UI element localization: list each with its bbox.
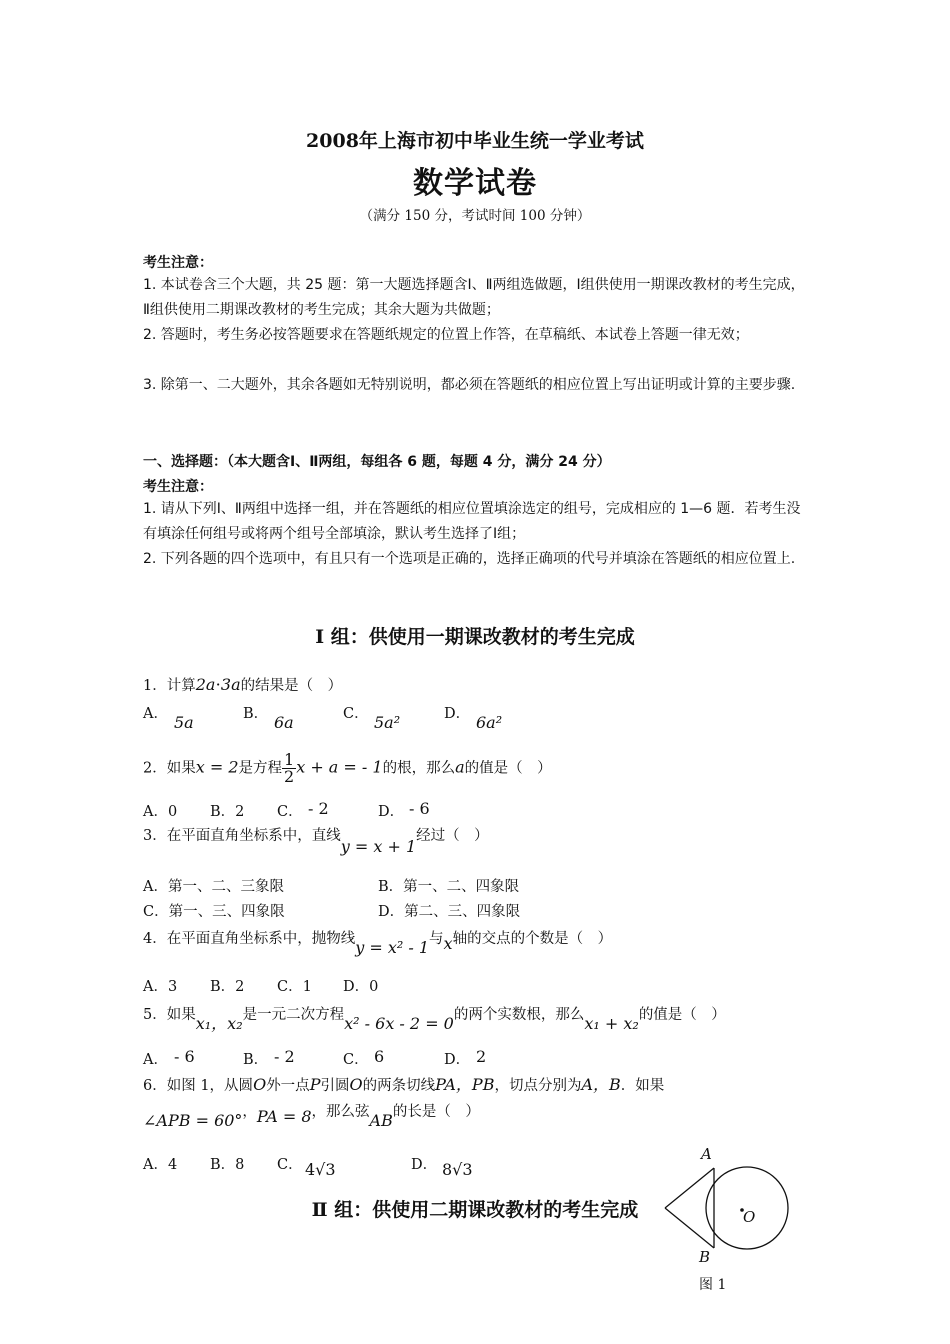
exam-subject: 数学试卷: [413, 166, 537, 201]
q6-text-e: ，切点分别为: [494, 1078, 582, 1094]
question-6-line-1: [143, 1072, 664, 1095]
q2-option-a: A．0: [143, 804, 178, 820]
q5-option-c: C．: [343, 1052, 369, 1068]
group2-heading: Ⅱ 组：供使用二期课改教材的考生完成: [311, 1199, 639, 1221]
exam-note: （满分 150 分，考试时间 100 分钟）: [359, 208, 591, 224]
q3-post: 经过（ ）: [416, 828, 489, 844]
section1-heading: 一、选择题：（本大题含Ⅰ、Ⅱ两组，每组各 6 题，每题 4 分，满分 24 分）: [143, 454, 611, 470]
q5-option-b: B．: [243, 1052, 269, 1068]
q3-pre: 3．在平面直角坐标系中，直线: [143, 828, 341, 844]
question-2: [143, 752, 552, 785]
q6-text-f: ．如果: [620, 1078, 665, 1094]
q4-post: 轴的交点的个数是（ ）: [452, 931, 613, 947]
q6-option-b: B．8: [210, 1157, 245, 1173]
q6-points: A，B: [581, 1075, 621, 1094]
section1-notice-item-2: 2. 下列各题的四个选项中，有且只有一个选项是正确的，选择正确项的代号并填涂在答题纸的相应位置上.: [143, 551, 796, 567]
notice-item-3: 3. 除第一、二大题外，其余各题如无特别说明，都必须在答题纸的相应位置上写出证明或计算的主要步骤.: [143, 377, 796, 393]
notice-heading: 考生注意：: [143, 255, 213, 271]
q1-answer-c: 5a²: [374, 713, 401, 732]
q3-option-a: A．第一、二、三象限: [143, 879, 284, 895]
q6-text-a: 6．如图 1，从圆: [143, 1078, 254, 1094]
q5-option-a: A．: [143, 1052, 168, 1068]
question-5: [143, 1001, 726, 1033]
q6-angle: ∠APB = 60°: [143, 1111, 243, 1130]
figure-label-o: O: [743, 1208, 756, 1226]
q1-pre: 1．计算: [143, 678, 196, 694]
q4-option-d: D．0: [343, 979, 379, 995]
notice-item-1: 1. 本试卷含三个大题，共 25 题：第一大题选择题含Ⅰ、Ⅱ两组选做题，Ⅰ组供使用一期课改教材的考生完成，Ⅱ组供使用二期课改教材的考生完成；其余大题为共做题；: [143, 277, 805, 318]
q2-pre: 2．如果: [143, 760, 196, 777]
q1-answer-a: 5a: [174, 713, 194, 732]
q2-eq-rest: x + a = - 1: [296, 757, 383, 777]
q6-len: PA = 8: [256, 1107, 312, 1126]
q4-option-b: B．2: [210, 979, 245, 995]
q5-option-d: D．: [444, 1052, 471, 1068]
q2-frac-den: 2: [284, 767, 295, 786]
q3-option-d: D．第二、三、四象限: [378, 904, 521, 920]
q4-pre: 4．在平面直角坐标系中，抛物线: [143, 931, 356, 947]
q2-mid1: 是方程: [238, 760, 283, 777]
notice-item-2: 2. 答题时，考生务必按答题要求在答题纸规定的位置上作答，在草稿纸、本试卷上答题一律无效；: [143, 327, 749, 343]
q3-expr: y = x + 1: [340, 837, 417, 856]
q5-pre: 5．如果: [143, 1007, 196, 1023]
q1-answer-d: 6a²: [476, 713, 503, 732]
q5-eq: x² - 6x - 2 = 0: [344, 1014, 454, 1033]
q5-answer-a: - 6: [174, 1047, 195, 1066]
q1-option-c: C．: [343, 706, 369, 722]
q6-text-c: 引圆: [320, 1078, 350, 1094]
q1-option-b: B．: [243, 706, 269, 722]
q2-answer-c: - 2: [308, 799, 329, 818]
q6-text-h: 的长是（ ）: [392, 1104, 480, 1120]
q4-expr: y = x² - 1: [355, 938, 430, 957]
q1-option-d: D．: [444, 706, 471, 722]
q2-x-eq: x = 2: [195, 757, 239, 777]
q6-option-c: C．: [277, 1157, 303, 1173]
q4-var: x: [443, 934, 453, 953]
q5-sum: x₁ + x₂: [584, 1014, 639, 1033]
figure-label-b: B: [699, 1248, 711, 1266]
question-4: [143, 927, 613, 957]
q6-text-d: 的两条切线: [362, 1078, 436, 1094]
q5-roots: x₁，x₂: [195, 1014, 243, 1033]
q2-mid2: 的根，那么: [382, 760, 456, 777]
section1-notice-heading: 考生注意：: [143, 479, 213, 495]
q5-post: 的值是（ ）: [638, 1007, 726, 1023]
q1-post: 的结果是（ ）: [240, 678, 343, 694]
q6-answer-c: 4√3: [305, 1160, 336, 1179]
q2-option-c: C．: [277, 804, 303, 820]
q2-fraction: [282, 752, 296, 785]
question-6-line-2: [143, 1100, 480, 1130]
q5-mid2: 的两个实数根，那么: [453, 1007, 585, 1023]
q6-text-g: ，那么弦: [311, 1104, 370, 1120]
section1-notice-item-1: 1. 请从下列Ⅰ、Ⅱ两组中选择一组，并在答题纸的相应位置填涂选定的组号，完成相应的 1—6 题．若考生没有填涂任何组号或将两个组号全部填涂，默认考生选择了Ⅰ组；: [143, 501, 801, 542]
q5-mid: 是一元二次方程: [242, 1007, 345, 1023]
q3-option-b: B．第一、二、四象限: [378, 879, 520, 895]
q1-expr: 2a⋅3a: [195, 675, 241, 694]
q6-chord: AB: [369, 1111, 393, 1130]
q1-answer-b: 6a: [274, 713, 294, 732]
question-1: [143, 674, 342, 695]
q2-frac-num: 1: [284, 750, 295, 769]
q4-option-c: C．1: [277, 979, 312, 995]
q5-answer-b: - 2: [274, 1047, 295, 1066]
q2-post: 的值是（ ）: [464, 760, 552, 777]
q6-option-a: A．4: [143, 1157, 178, 1173]
q3-option-c: C．第一、三、四象限: [143, 904, 285, 920]
q6-point-p: P: [309, 1075, 321, 1094]
q6-sep: ，: [242, 1104, 257, 1120]
q2-var: a: [455, 757, 465, 777]
figure-caption: 图 1: [699, 1277, 727, 1293]
question-3: [143, 824, 489, 856]
q2-option-d: D．: [378, 804, 405, 820]
group1-heading: Ⅰ 组：供使用一期课改教材的考生完成: [315, 626, 635, 648]
exam-title: 2008年上海市初中毕业生统一学业考试: [306, 130, 644, 152]
q6-answer-d: 8√3: [442, 1160, 473, 1179]
q6-tangents: PA，PB: [435, 1075, 495, 1094]
q4-option-a: A．3: [143, 979, 178, 995]
q4-mid: 与: [429, 931, 444, 947]
q6-option-d: D．: [411, 1157, 438, 1173]
q6-text-b: 外一点: [266, 1078, 310, 1094]
q5-answer-c: 6: [374, 1047, 385, 1066]
q2-option-b: B．2: [210, 804, 245, 820]
q5-answer-d: 2: [476, 1047, 487, 1066]
figure-label-a: A: [701, 1145, 712, 1163]
q6-circle-o-2: O: [349, 1075, 363, 1094]
q2-answer-d: - 6: [409, 799, 430, 818]
q1-option-a: A．: [143, 706, 168, 722]
q6-circle-o: O: [253, 1075, 267, 1094]
